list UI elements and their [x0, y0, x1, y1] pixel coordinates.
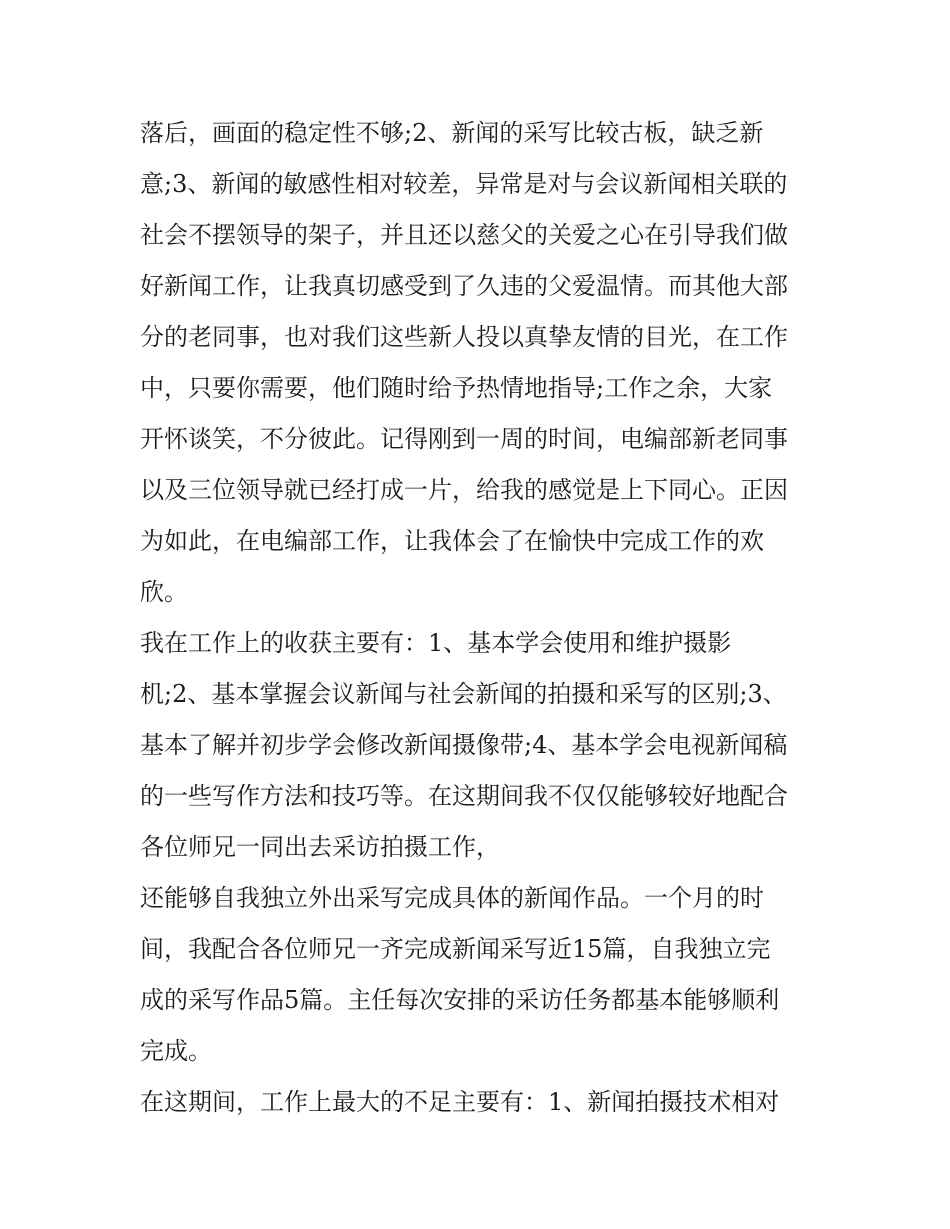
- text-line: 成的采写作品5篇。主任每次安排的采访任务都基本能够顺利: [140, 986, 780, 1014]
- text-line: 我在工作上的收获主要有：1、基本学会使用和维护摄影: [140, 629, 732, 657]
- text-line: 间，我配合各位师兄一齐完成新闻采写近15篇，自我独立完: [140, 935, 771, 963]
- text-line: 好新闻工作，让我真切感受到了久违的父爱温情。而其他大部: [140, 272, 788, 300]
- text-line: 落后，画面的稳定性不够;2、新闻的采写比较古板，缺乏新: [140, 119, 764, 147]
- text-line: 还能够自我独立外出采写完成具体的新闻作品。一个月的时: [140, 884, 764, 912]
- body-text: [140, 108, 820, 1128]
- text-line: 社会不摆领导的架子，并且还以慈父的关爱之心在引导我们做: [140, 221, 788, 249]
- text-line: 意;3、新闻的敏感性相对较差，异常是对与会议新闻相关联的: [140, 170, 788, 198]
- text-line: 在这期间，工作上最大的不足主要有：1、新闻拍摄技术相对: [140, 1088, 780, 1116]
- text-line: 各位师兄一同出去采访拍摄工作，: [140, 833, 500, 861]
- text-line: 中，只要你需要，他们随时给予热情地指导;工作之余，大家: [140, 374, 773, 402]
- text-line: 欣。: [140, 578, 188, 606]
- text-line: 为如此，在电编部工作，让我体会了在愉快中完成工作的欢: [140, 527, 764, 555]
- text-line: 基本了解并初步学会修改新闻摄像带;4、基本学会电视新闻稿: [140, 731, 788, 759]
- text-line: 完成。: [140, 1037, 212, 1065]
- text-line: 分的老同事，也对我们这些新人投以真挚友情的目光，在工作: [140, 323, 788, 351]
- text-line: 以及三位领导就已经打成一片，给我的感觉是上下同心。正因: [140, 476, 788, 504]
- text-line: 机;2、基本掌握会议新闻与社会新闻的拍摄和采写的区别;3、: [140, 680, 787, 708]
- text-line: 开怀谈笑，不分彼此。记得刚到一周的时间，电编部新老同事: [140, 425, 788, 453]
- text-line: 的一些写作方法和技巧等。在这期间我不仅仅能够较好地配合: [140, 782, 788, 810]
